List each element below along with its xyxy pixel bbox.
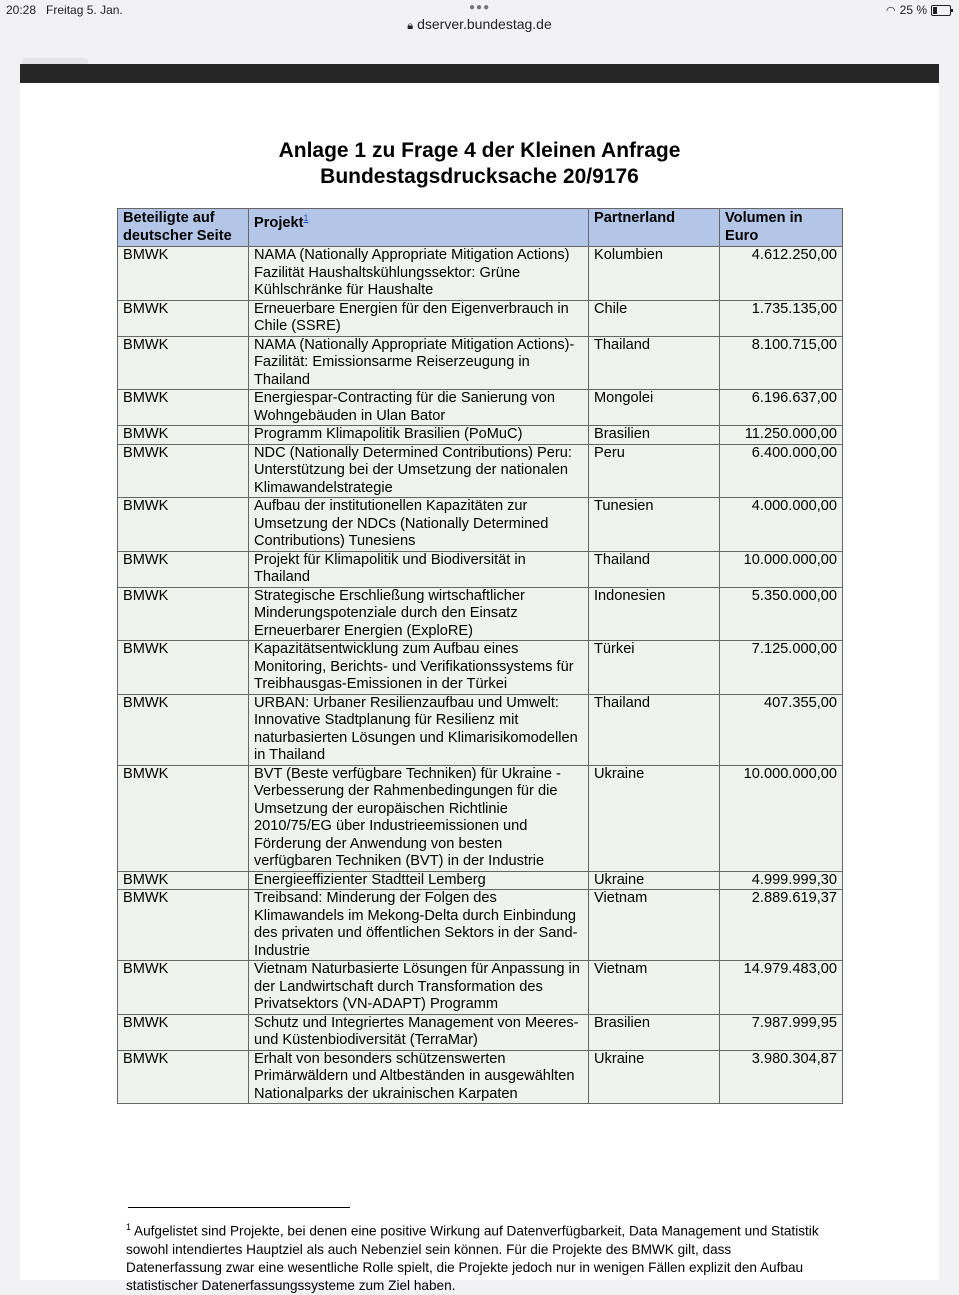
footnote-link[interactable]: 1: [303, 213, 309, 223]
cell-beteiligte: BMWK: [118, 961, 249, 1015]
cell-volumen: 7.987.999,95: [720, 1014, 843, 1050]
cell-volumen: 10.000.000,00: [720, 551, 843, 587]
table-row: [118, 247, 843, 301]
header-volumen: Volumen in Euro: [720, 209, 843, 247]
cell-partnerland: Ukraine: [589, 1050, 720, 1104]
cell-volumen: 4.000.000,00: [720, 498, 843, 552]
cell-partnerland: Thailand: [589, 336, 720, 390]
cell-partnerland: Kolumbien: [589, 247, 720, 301]
cell-projekt: Programm Klimapolitik Brasilien (PoMuC): [249, 426, 589, 445]
cell-beteiligte: BMWK: [118, 1014, 249, 1050]
table-header-row: [118, 209, 843, 247]
footnote-text: Aufgelistet sind Projekte, bei denen eine positive Wirkung auf Datenverfügbarkeit, Data Management und Statistik sowohl intendiertes Hauptziel als auch Nebenziel sein können. Für die Projekte des BMWK gilt, dass Datenerfassung zwar eine wesentliche Rolle spielt, die Projekte jedoch nur in wenigen Fällen explizit den Aufbau statistischer Datenerfassungssysteme zum Ziel haben.: [126, 1223, 819, 1293]
cell-projekt: Projekt für Klimapolitik und Biodiversität in Thailand: [249, 551, 589, 587]
cell-projekt: Treibsand: Minderung der Folgen des Klimawandels im Mekong-Delta durch Einbindung des privaten und öffentlichen Sektors in der Sand-Industrie: [249, 890, 589, 961]
cell-volumen: 1.735.135,00: [720, 300, 843, 336]
cell-projekt: NAMA (Nationally Appropriate Mitigation Actions)-Fazilität: Emissionsarme Reiserzeugung in Thailand: [249, 336, 589, 390]
cell-beteiligte: BMWK: [118, 694, 249, 765]
pdf-viewer-toolbar: [20, 64, 939, 83]
cell-partnerland: Vietnam: [589, 961, 720, 1015]
cell-beteiligte: BMWK: [118, 1050, 249, 1104]
footnote-separator: [128, 1207, 350, 1208]
footnote-marker: 1: [126, 1222, 132, 1232]
title-line-1: Anlage 1 zu Frage 4 der Kleinen Anfrage: [278, 139, 681, 162]
cell-partnerland: Vietnam: [589, 890, 720, 961]
cell-volumen: 14.979.483,00: [720, 961, 843, 1015]
cell-beteiligte: BMWK: [118, 247, 249, 301]
table-row: [118, 694, 843, 765]
cell-beteiligte: BMWK: [118, 641, 249, 695]
project-table: [117, 208, 843, 1104]
cell-volumen: 7.125.000,00: [720, 641, 843, 695]
cell-projekt: Erneuerbare Energien für den Eigenverbrauch in Chile (SSRE): [249, 300, 589, 336]
cell-beteiligte: BMWK: [118, 765, 249, 871]
cell-projekt: Schutz und Integriertes Management von Meeres- und Küstenbiodiversität (TerraMar): [249, 1014, 589, 1050]
cell-partnerland: Chile: [589, 300, 720, 336]
table-row: [118, 961, 843, 1015]
cell-partnerland: Brasilien: [589, 1014, 720, 1050]
table-row: [118, 498, 843, 552]
cell-beteiligte: BMWK: [118, 444, 249, 498]
table-row: [118, 1050, 843, 1104]
pdf-page: [20, 83, 939, 1293]
address-bar[interactable]: [0, 16, 959, 33]
lock-icon: 🔒︎: [407, 20, 414, 32]
cell-partnerland: Peru: [589, 444, 720, 498]
cell-projekt: Energieeffizienter Stadtteil Lemberg: [249, 871, 589, 890]
cell-partnerland: Ukraine: [589, 765, 720, 871]
header-projekt: [249, 209, 589, 247]
table-row: [118, 765, 843, 871]
table-row: [118, 871, 843, 890]
cell-partnerland: Thailand: [589, 694, 720, 765]
cell-beteiligte: BMWK: [118, 871, 249, 890]
cell-volumen: 4.612.250,00: [720, 247, 843, 301]
header-beteiligte: Beteiligte auf deutscher Seite: [118, 209, 249, 247]
table-row: [118, 587, 843, 641]
cell-partnerland: Thailand: [589, 551, 720, 587]
cell-volumen: 10.000.000,00: [720, 765, 843, 871]
cell-projekt: NAMA (Nationally Appropriate Mitigation Actions) Fazilität Haushaltskühlungssektor: Grüne Kühlschränke für Haushalte: [249, 247, 589, 301]
cell-volumen: 11.250.000,00: [720, 426, 843, 445]
cell-volumen: 4.999.999,30: [720, 871, 843, 890]
cell-beteiligte: BMWK: [118, 336, 249, 390]
cell-beteiligte: BMWK: [118, 300, 249, 336]
table-row: [118, 551, 843, 587]
header-projekt-label: Projekt: [254, 214, 304, 231]
cell-partnerland: Brasilien: [589, 426, 720, 445]
table-row: [118, 444, 843, 498]
cell-partnerland: Mongolei: [589, 390, 720, 426]
cell-beteiligte: BMWK: [118, 551, 249, 587]
footnote: [126, 1218, 826, 1295]
battery-icon: [931, 5, 951, 16]
cell-beteiligte: BMWK: [118, 390, 249, 426]
table-row: [118, 426, 843, 445]
cell-volumen: 5.350.000,00: [720, 587, 843, 641]
cell-beteiligte: BMWK: [118, 587, 249, 641]
cell-volumen: 407.355,00: [720, 694, 843, 765]
cell-projekt: Aufbau der institutionellen Kapazitäten zur Umsetzung der NDCs (Nationally Determined Contributions) Tunesiens: [249, 498, 589, 552]
table-body: [118, 247, 843, 1104]
cell-partnerland: Türkei: [589, 641, 720, 695]
table-row: [118, 890, 843, 961]
cell-projekt: Vietnam Naturbasierte Lösungen für Anpassung in der Landwirtschaft durch Transformation des Privatsektors (VN-ADAPT) Programm: [249, 961, 589, 1015]
cell-partnerland: Indonesien: [589, 587, 720, 641]
status-date: Freitag 5. Jan.: [46, 3, 123, 17]
document-title: [20, 138, 939, 190]
cell-volumen: 6.400.000,00: [720, 444, 843, 498]
wifi-icon: ◠: [886, 4, 896, 17]
cell-projekt: NDC (Nationally Determined Contributions) Peru: Unterstützung bei der Umsetzung der nationalen Klimawandelstrategie: [249, 444, 589, 498]
cell-volumen: 2.889.619,37: [720, 890, 843, 961]
cell-partnerland: Tunesien: [589, 498, 720, 552]
cell-beteiligte: BMWK: [118, 426, 249, 445]
cell-beteiligte: BMWK: [118, 498, 249, 552]
cell-volumen: 6.196.637,00: [720, 390, 843, 426]
cell-projekt: URBAN: Urbaner Resilienzaufbau und Umwelt: Innovative Stadtplanung für Resilienz mit naturbasierten Lösungen und Klimarisikomodellen in Thailand: [249, 694, 589, 765]
cell-beteiligte: BMWK: [118, 890, 249, 961]
battery-percent: 25 %: [899, 3, 927, 17]
cell-projekt: BVT (Beste verfügbare Techniken) für Ukraine - Verbesserung der Rahmenbedingungen für die Umsetzung der europäischen Richtlinie 2010/75/EG über Industrieemissionen und Förderung der Anwendung von besten verfügbaren Techniken (BVT) in der Industrie: [249, 765, 589, 871]
cell-projekt: Strategische Erschließung wirtschaftlicher Minderungspotenziale durch den Einsatz Erneuerbarer Energien (ExploRE): [249, 587, 589, 641]
cell-projekt: Erhalt von besonders schützenswerten Primärwäldern und Altbeständen in ausgewählten Nationalparks der ukrainischen Karpaten: [249, 1050, 589, 1104]
cell-partnerland: Ukraine: [589, 871, 720, 890]
multitasking-dots-icon[interactable]: ●●●: [469, 2, 491, 13]
status-time-date: [6, 3, 123, 17]
cell-projekt: Energiespar-Contracting für die Sanierung von Wohngebäuden in Ulan Bator: [249, 390, 589, 426]
table-row: [118, 300, 843, 336]
url-text: dserver.bundestag.de: [417, 16, 552, 32]
table-row: [118, 641, 843, 695]
title-line-2: Bundestagsdrucksache 20/9176: [320, 165, 639, 188]
cell-volumen: 3.980.304,87: [720, 1050, 843, 1104]
table-row: [118, 390, 843, 426]
cell-projekt: Kapazitätsentwicklung zum Aufbau eines Monitoring, Berichts- und Verifikationssystems für Treibhausgas-Emissionen in der Türkei: [249, 641, 589, 695]
table-row: [118, 336, 843, 390]
status-indicators: [886, 3, 951, 17]
table-row: [118, 1014, 843, 1050]
status-time: 20:28: [6, 3, 37, 17]
cell-volumen: 8.100.715,00: [720, 336, 843, 390]
header-partnerland: Partnerland: [589, 209, 720, 247]
